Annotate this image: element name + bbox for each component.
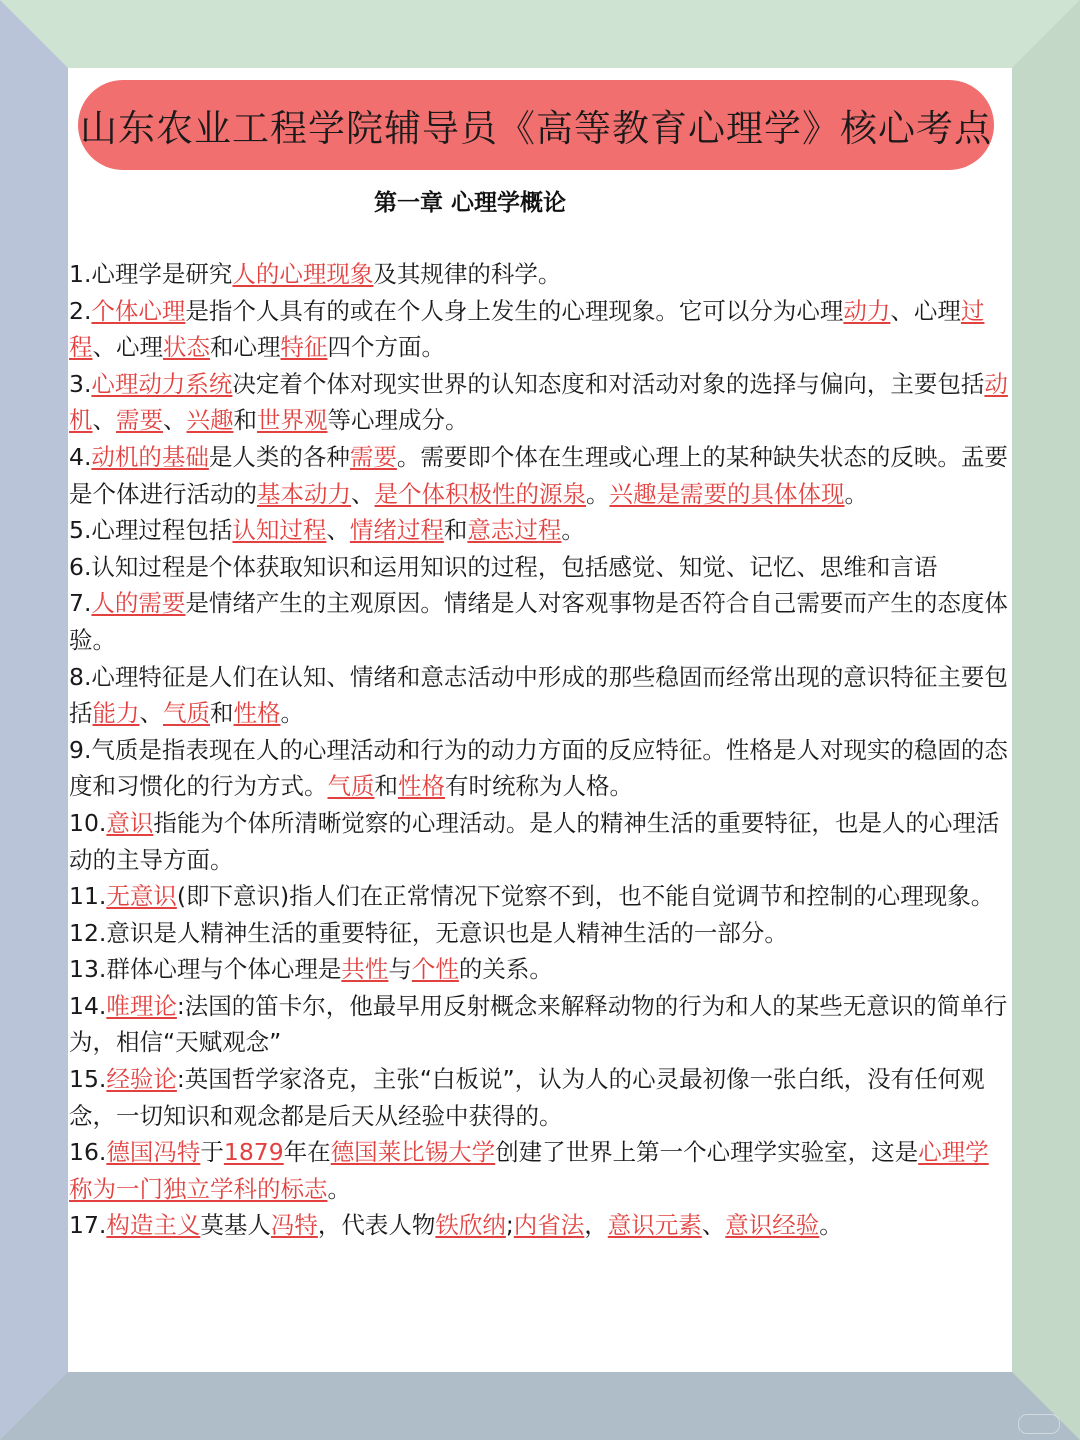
highlighted-term: 性格 (398, 772, 445, 801)
highlighted-term: 世界观 (257, 406, 328, 435)
frame-bottom-bevel (0, 1372, 1080, 1440)
key-point-item (69, 732, 1011, 805)
point-text: 年在 (283, 1138, 331, 1167)
point-text: ，代表人物 (317, 1211, 436, 1240)
point-text: :英国哲学家洛克，主张“白板说”，认为人的心灵最初像一张白纸，没有任何观念，一切知识和观念都是后天从经验中获得的。 (69, 1065, 985, 1130)
highlighted-term: 意识 (106, 808, 154, 837)
highlighted-term: 共性 (341, 955, 389, 984)
highlighted-term: 无意识 (106, 882, 177, 911)
point-text: 、 (351, 479, 375, 508)
point-text: 的关系。 (458, 955, 553, 984)
point-text: 、心理 (890, 296, 961, 325)
point-text: 13.群体心理与个体心理是 (69, 955, 342, 984)
highlighted-term: 过程 (69, 296, 985, 362)
highlighted-term: 构造主义 (106, 1211, 201, 1240)
point-text: 和 (443, 516, 468, 545)
key-point-item (69, 878, 1011, 915)
point-text: 。 (586, 479, 610, 508)
point-text: ; (505, 1211, 514, 1240)
key-point-item (69, 366, 1011, 439)
point-text: 。 (844, 479, 868, 508)
point-text: 17. (69, 1211, 107, 1240)
point-text: 是指个人具有的或在个人身上发生的心理现象。它可以分为心理 (185, 296, 844, 325)
key-point-item (69, 549, 1011, 586)
key-point-item (69, 1061, 1011, 1134)
highlighted-term: 唯理论 (106, 991, 177, 1020)
highlighted-term: 铁欣纳 (435, 1211, 506, 1240)
highlighted-term: 动机 (69, 369, 1008, 435)
point-text: 、 (326, 516, 350, 545)
title-banner (78, 80, 994, 170)
highlighted-term: 意识经验 (725, 1211, 820, 1240)
point-text: 3. (69, 369, 92, 398)
point-text: 四个方面。 (327, 333, 445, 362)
key-point-item (69, 951, 1011, 988)
point-text: 于 (200, 1138, 224, 1167)
point-text: 11. (69, 882, 107, 911)
point-text: 、 (139, 699, 163, 728)
key-point-item (69, 1134, 1011, 1207)
point-text: 与 (388, 955, 412, 984)
highlighted-term: 人的心理现象 (232, 260, 374, 288)
highlighted-term: 状态 (163, 333, 210, 362)
highlighted-term: 是个体积极性的源泉 (374, 479, 586, 508)
highlighted-term: 1879 (223, 1138, 284, 1167)
point-text: 10. (69, 808, 107, 837)
point-text: 有时统称为人格。 (445, 772, 633, 801)
highlighted-term: 个体心理 (91, 296, 186, 325)
key-point-item (69, 659, 1011, 732)
highlighted-term: 气质 (163, 699, 210, 728)
point-text: 1.心理学是研究 (69, 260, 233, 288)
highlighted-term: 需要 (349, 442, 397, 471)
highlighted-term: 情绪过程 (349, 516, 444, 545)
document-title: 山东农业工程学院辅导员《高等教育心理学》核心考点 (80, 107, 992, 150)
point-text: 、心理 (92, 333, 163, 362)
highlighted-term: 需要 (116, 406, 163, 435)
highlighted-term: 动机的基础 (91, 442, 209, 471)
highlighted-term: 心理学称为一门独立学科的标志 (69, 1138, 989, 1203)
highlighted-term: 兴趣 (186, 406, 234, 435)
point-text: 指能为个体所清晰觉察的心理活动。是人的精神生活的重要特征，也是人的心理活动的主导方面。 (69, 808, 1000, 874)
point-text: 4. (69, 442, 92, 471)
point-text: 。 (280, 699, 304, 728)
highlighted-term: 心理动力系统 (91, 369, 233, 398)
highlighted-term: 意识元素 (607, 1211, 702, 1240)
key-points-list (69, 256, 1011, 1244)
key-point-item (69, 439, 1011, 512)
key-point-item (69, 293, 1011, 366)
key-point-item (69, 512, 1011, 549)
frame-right-bevel (1012, 0, 1080, 1440)
point-text: (即下意识)指人们在正常情况下觉察不到，也不能自觉调节和控制的心理现象。 (176, 882, 995, 911)
point-text: 及其规律的科学。 (373, 260, 562, 288)
key-point-item (69, 1207, 1011, 1244)
point-text: 、 (701, 1211, 726, 1240)
key-point-item (69, 915, 1011, 952)
point-text: 6.认知过程是个体获取知识和运用知识的过程，包括感觉、知觉、记忆、思维和言语 (69, 552, 938, 581)
point-text: 和 (374, 772, 398, 801)
point-text: 莫基人 (200, 1211, 271, 1240)
point-text: 。需要即个体在生理或心理上的某种缺失状态的反映。盂要是个体进行活动的 (69, 442, 1008, 508)
point-text: 等心理成分。 (327, 406, 469, 435)
point-text: 。 (561, 516, 585, 545)
point-text: :法国的笛卡尔，他最早用反射概念来解释动物的行为和人的某些无意识的简单行为，相信“天赋观念” (69, 991, 1008, 1057)
point-text: 创建了世界上第一个心理学实验室，这是 (495, 1138, 919, 1167)
point-text: 。 (819, 1211, 843, 1240)
highlighted-term: 经验论 (106, 1065, 177, 1094)
point-text: 15. (69, 1065, 107, 1094)
highlighted-term: 性格 (233, 699, 281, 728)
highlighted-term: 人的需要 (91, 589, 186, 618)
highlighted-term: 德国莱比锡大学 (330, 1138, 496, 1167)
point-text: ， (584, 1211, 608, 1240)
point-text: 14. (69, 991, 107, 1020)
key-point-item (69, 585, 1011, 658)
point-text: 和心理 (210, 333, 281, 362)
highlighted-term: 冯特 (270, 1211, 318, 1240)
point-text: 8.心理特征是人们在认知、情绪和意志活动中形成的那些稳固而经常出现的意识特征主要包括 (69, 662, 1008, 728)
point-text: 是情绪产生的主观原因。情绪是人对客观事物是否符合自己需要而产生的态度体验。 (69, 589, 1008, 654)
point-text: 16. (69, 1138, 107, 1167)
highlighted-term: 特征 (280, 333, 328, 362)
frame-top-bevel (0, 0, 1080, 68)
highlighted-term: 动力 (843, 296, 891, 325)
highlighted-term: 能力 (92, 699, 140, 728)
highlighted-term: 认知过程 (232, 516, 327, 545)
highlighted-term: 兴趣是需要的具体体现 (609, 479, 845, 508)
point-text: 、 (92, 406, 116, 435)
point-text: 9.气质是指表现在人的心理活动和行为的动力方面的反应特征。性格是人对现实的稳固的态度和习惯化的行为方式。 (69, 735, 1008, 801)
point-text: 。 (327, 1174, 351, 1203)
point-text: 决定着个体对现实世界的认知态度和对活动对象的选择与偏向，主要包括 (232, 369, 985, 398)
highlighted-term: 意志过程 (467, 516, 562, 545)
key-point-item (69, 805, 1011, 878)
point-text: 5.心理过程包括 (69, 516, 233, 545)
point-text: 7. (69, 589, 92, 618)
point-text: 12.意识是人精神生活的重要特征，无意识也是人精神生活的一部分。 (69, 918, 788, 947)
highlighted-term: 内省法 (513, 1211, 585, 1240)
highlighted-term: 基本动力 (257, 479, 351, 508)
highlighted-term: 德国冯特 (106, 1138, 201, 1167)
point-text: 和 (210, 699, 234, 728)
chapter-heading: 第一章 心理学概论 (373, 190, 566, 216)
point-text: 、 (163, 406, 187, 435)
point-text: 2. (69, 296, 92, 325)
key-point-item (69, 988, 1011, 1061)
point-text: 和 (233, 406, 257, 435)
watermark-badge (1018, 1414, 1060, 1434)
highlighted-term: 气质 (327, 772, 375, 801)
point-text: 是人类的各种 (208, 442, 350, 471)
key-point-item (69, 256, 1011, 293)
highlighted-term: 个性 (411, 955, 459, 984)
